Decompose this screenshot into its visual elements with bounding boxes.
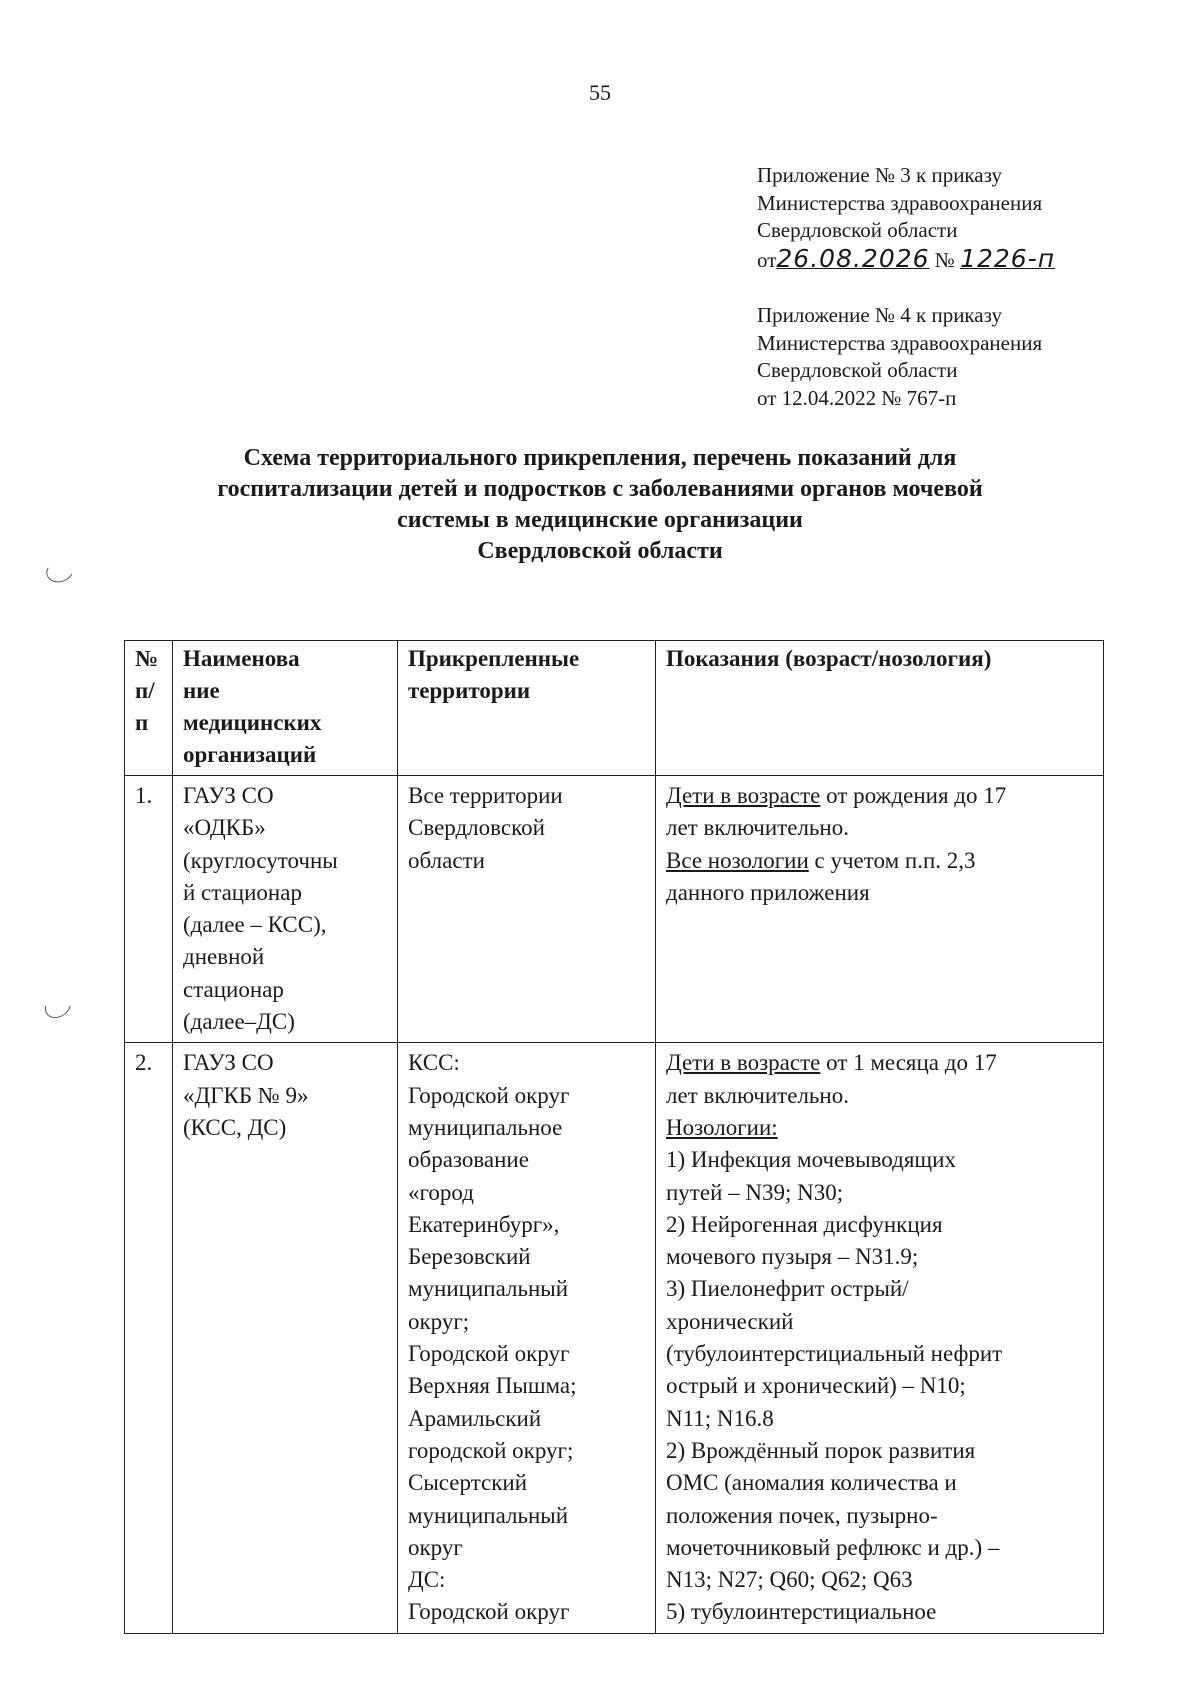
ind-line	[666, 845, 1095, 877]
terr-line: Городской округ	[408, 1341, 570, 1367]
ind-line: данного приложения	[666, 879, 870, 905]
ind-line	[666, 1047, 1095, 1079]
header-num	[125, 641, 173, 776]
title-line: системы в медицинские организации	[397, 507, 803, 533]
terr-line: муниципальный	[408, 1502, 569, 1528]
ind-line: 2) Нейрогенная дисфункция	[666, 1211, 943, 1237]
ind-line: N13; N27; Q60; Q62; Q63	[666, 1567, 913, 1593]
row-indications	[656, 776, 1104, 1043]
header-indications	[656, 641, 1104, 776]
header-terr-line: территории	[408, 678, 531, 703]
ind-line: путей – N39; N30;	[666, 1179, 844, 1205]
terr-line: Городской округ	[408, 1599, 570, 1625]
row-territories	[398, 1043, 656, 1633]
terr-line: КСС:	[408, 1050, 460, 1076]
hospitalization-table	[124, 640, 1104, 1634]
org-line: (далее – КСС),	[183, 912, 327, 938]
table-row	[125, 776, 1104, 1043]
table-header-row	[125, 641, 1104, 776]
terr-line: муниципальное	[408, 1114, 563, 1140]
ind-line: мочевого пузыря – N31.9;	[666, 1244, 919, 1270]
appendix-line: Министерства здравоохранения	[757, 190, 1043, 215]
ind-line	[666, 780, 1095, 812]
ind-line: лет включительно.	[666, 1082, 849, 1108]
header-num-line: п/	[135, 678, 155, 703]
header-territories	[398, 641, 656, 776]
appendix-line: Свердловской области	[757, 218, 958, 242]
terr-line: Екатеринбург»,	[408, 1211, 560, 1237]
ind-line: 5) тубулоинтерстициальное	[666, 1599, 937, 1625]
handwritten-date: 26.08.2026	[776, 243, 930, 273]
org-line: дневной	[183, 944, 265, 970]
header-organization	[173, 641, 398, 776]
ind-line: 2) Врождённый порок развития	[666, 1437, 976, 1463]
org-line: (далее–ДС)	[183, 1009, 295, 1035]
org-line: «ДГКБ № 9»	[183, 1082, 309, 1108]
ind-line: ОМС (аномалия количества и	[666, 1470, 957, 1496]
org-line: «ОДКБ»	[183, 815, 266, 841]
header-ind-line: Показания (возраст/нозология)	[666, 646, 992, 671]
ind-underlined: Дети в возрасте	[666, 1050, 821, 1076]
date-prefix: от	[757, 247, 777, 272]
header-terr-line: Прикрепленные	[408, 646, 580, 671]
org-line: й стационар	[183, 879, 302, 905]
ind-line: положения почек, пузырно-	[666, 1502, 938, 1528]
ind-underlined: Все нозологии	[666, 847, 809, 873]
terr-line: образование	[408, 1147, 529, 1173]
ind-line: (тубулоинтерстициальный нефрит	[666, 1341, 1003, 1367]
header-org-line: медицинских	[183, 710, 322, 735]
org-line: ГАУЗ СО	[183, 783, 274, 808]
appendix-date-line	[757, 245, 1055, 275]
row-organization	[173, 776, 398, 1043]
terr-line: области	[408, 847, 485, 873]
terr-line: округ;	[408, 1308, 470, 1334]
org-line: стационар	[183, 976, 284, 1002]
ind-line: хронический	[666, 1308, 794, 1334]
ind-text: от рождения до 17	[820, 783, 1007, 808]
handwritten-number: 1226-п	[960, 243, 1056, 273]
appendix-line: Приложение № 4 к приказу	[757, 303, 1002, 327]
terr-line: муниципальный	[408, 1276, 569, 1302]
scan-mark-left-1	[43, 556, 77, 586]
row-num: 1.	[125, 776, 173, 1043]
appendix-old-order	[757, 302, 1042, 412]
title-line: Схема территориального прикрепления, перечень показаний для	[243, 445, 957, 471]
table-row	[125, 1043, 1104, 1633]
appendix-line: Свердловской области	[757, 358, 958, 382]
terr-line: Свердловской	[408, 815, 545, 841]
row-num: 2.	[125, 1043, 173, 1633]
document-title	[140, 443, 1060, 567]
header-num-line: п	[135, 710, 149, 735]
title-line: госпитализации детей и подростков с заболеваниями органов мочевой	[217, 476, 983, 502]
header-num-line: №	[135, 646, 159, 671]
ind-line: острый и хронический) – N10;	[666, 1373, 966, 1399]
ind-text: с учетом п.п. 2,3	[808, 847, 976, 873]
appendix-new-order	[757, 162, 1055, 274]
ind-text: от 1 месяца до 17	[820, 1050, 997, 1076]
ind-underlined: Нозологии:	[666, 1114, 778, 1140]
terr-line: Все территории	[408, 783, 563, 808]
terr-line: ДС:	[408, 1567, 446, 1593]
terr-line: Сысертский	[408, 1470, 528, 1496]
header-org-line: Наименова	[183, 646, 300, 671]
header-org-line: организаций	[183, 742, 317, 767]
terr-line: Арамильский	[408, 1405, 542, 1431]
row-indications	[656, 1043, 1104, 1633]
row-territories	[398, 776, 656, 1043]
appendix-line: от 12.04.2022 № 767-п	[757, 385, 957, 410]
terr-line: Верхняя Пышма;	[408, 1373, 577, 1399]
ind-line: N11; N16.8	[666, 1405, 774, 1431]
ind-line	[666, 1112, 1095, 1144]
terr-line: округ	[408, 1534, 463, 1560]
appendix-line: Министерства здравоохранения	[757, 330, 1043, 355]
ind-line: 1) Инфекция мочевыводящих	[666, 1147, 956, 1173]
terr-line: городской округ;	[408, 1437, 574, 1463]
terr-line: «город	[408, 1179, 474, 1205]
terr-line: Городской округ	[408, 1082, 570, 1108]
ind-line: мочеточниковый рефлюкс и др.) –	[666, 1534, 1000, 1560]
ind-underlined: Дети в возрасте	[666, 783, 821, 808]
number-prefix: №	[934, 247, 955, 272]
page-number: 55	[589, 80, 611, 105]
org-line: ГАУЗ СО	[183, 1050, 274, 1076]
org-line: (круглосуточны	[183, 847, 338, 873]
header-org-line: ние	[183, 678, 220, 703]
row-organization	[173, 1043, 398, 1633]
appendix-line: Приложение № 3 к приказу	[757, 163, 1002, 187]
title-line: Свердловской области	[477, 538, 723, 564]
ind-line: лет включительно.	[666, 815, 849, 841]
scan-mark-left-2	[40, 989, 76, 1023]
ind-line: 3) Пиелонефрит острый/	[666, 1276, 909, 1302]
org-line: (КСС, ДС)	[183, 1114, 287, 1140]
terr-line: Березовский	[408, 1244, 531, 1270]
